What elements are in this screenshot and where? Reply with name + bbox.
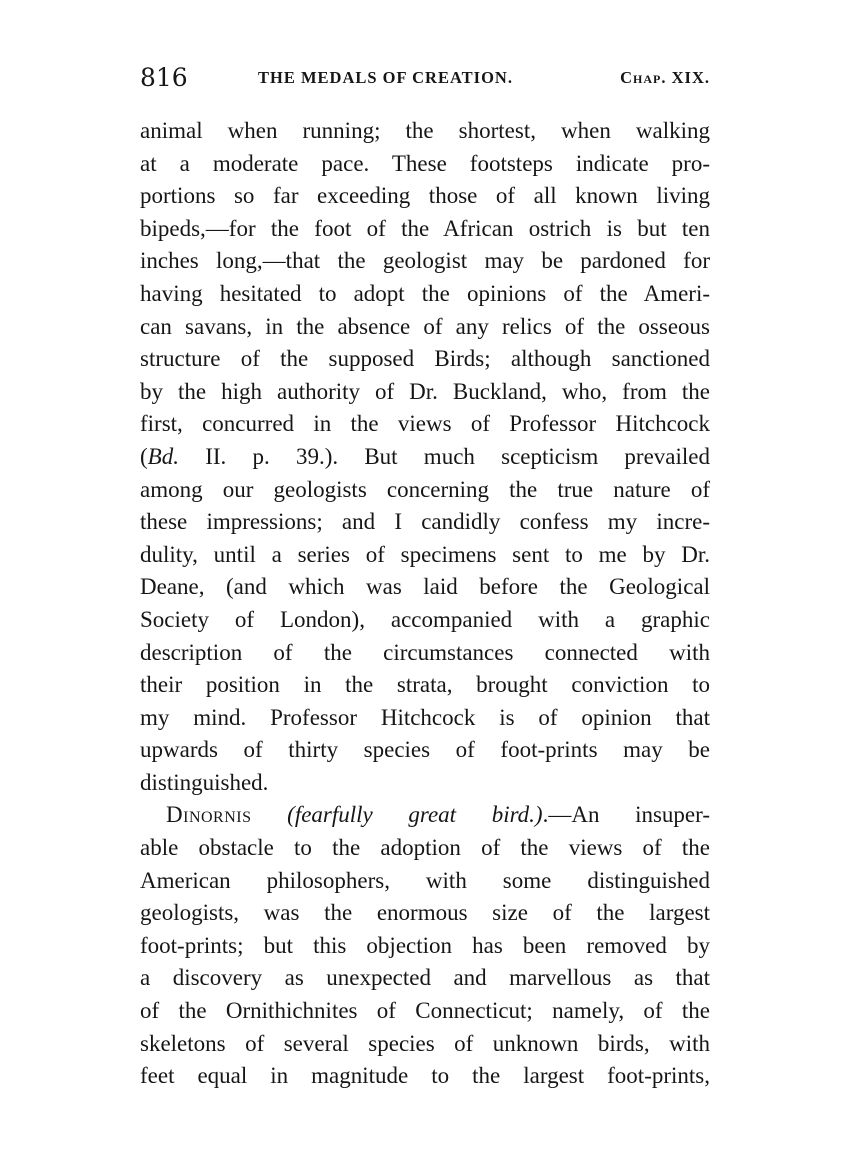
citation-open-paren: ( [140,443,148,469]
text-line: structure of the supposed Birds; although sanctioned [140,346,710,372]
text-line: first, concurred in the views of Professor Hitchcock [140,411,710,437]
text-line: Society of London), accompanied with a graphic [140,606,710,632]
text-line: foot-prints; but this objection has been removed by [140,932,710,958]
heading-line-rest: .—An insuper- [542,802,710,828]
text-line: inches long,—that the geologist may be pardoned for [140,248,710,274]
text-line: of the Ornithichnites of Connecticut; namely, of the [140,998,710,1024]
text-line: American philosophers, with some distinguished [140,867,710,893]
running-head [140,62,710,94]
text-line: their position in the strata, brought conviction to [140,672,710,698]
text-line: able obstacle to the adoption of the views of the [140,835,710,861]
text-line-paragraph-end: distinguished. [140,769,269,795]
page-number: 816 [140,63,188,92]
text-line: dulity, until a series of specimens sent to me by Dr. [140,541,710,567]
text-line: among our geologists concerning the true nature of [140,476,710,502]
text-line: bipeds,—for the foot of the African ostrich is but ten [140,215,710,241]
text-line: by the high authority of Dr. Buckland, who, from the [140,378,710,404]
text-line: portions so far exceeding those of all known living [140,183,710,209]
paragraph-heading-line [140,799,710,832]
text-line: skeletons of several species of unknown birds, with [140,1030,710,1056]
book-title: THE MEDALS OF CREATION. [258,68,513,87]
body-text [140,115,710,1093]
text-line: can savans, in the absence of any relics of the osseous [140,313,710,339]
text-line: these impressions; and I candidly confess my incre- [140,509,710,535]
citation-italic: Bd. [147,443,179,469]
text-line: description of the circumstances connected with [140,639,710,665]
section-heading-dinornis: Dinornis [166,802,252,828]
text-line-citation [140,441,710,474]
text-line: upwards of thirty species of foot-prints may be [140,737,710,763]
text-line: geologists, was the enormous size of the largest [140,900,710,926]
text-line: feet equal in magnitude to the largest foot-prints, [140,1063,710,1089]
citation-rest: II. p. 39.). But much scepticism prevailed [178,443,710,469]
heading-gloss: (fearfully great bird.) [287,802,543,828]
text-line: animal when running; the shortest, when walking [140,118,710,143]
text-line: Deane, (and which was laid before the Geological [140,574,710,600]
text-line: my mind. Professor Hitchcock is of opinion that [140,704,710,730]
chapter-label: Chap. XIX. [620,68,710,87]
text-line: at a moderate pace. These footsteps indicate pro- [140,150,710,176]
text-line: having hesitated to adopt the opinions of the Ameri- [140,280,710,306]
text-line: a discovery as unexpected and marvellous as that [140,965,710,991]
